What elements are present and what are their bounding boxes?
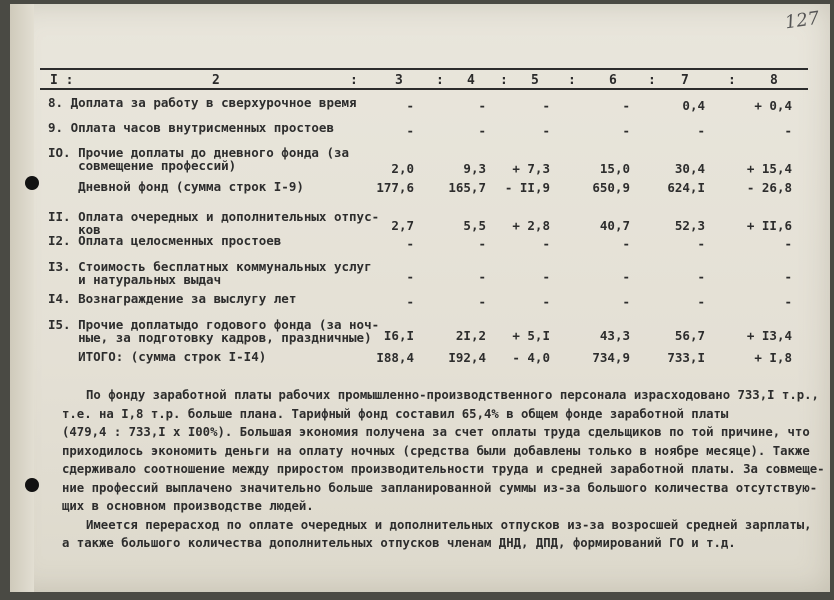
cell-col-6: - (622, 236, 630, 251)
cell-col-5: - (542, 236, 550, 251)
cell-col-3: - (406, 123, 414, 138)
cell-col-5: - (542, 269, 550, 284)
cell-col-6: 15,0 (599, 161, 630, 176)
row-label: IO. Прочие доплаты до дневного фонда (за совмещение профессий) (48, 145, 350, 173)
text-line: сдерживало соотношение между приростом производительности труда и средней заработной платы. За совмеще- (62, 462, 825, 476)
cell-col-7: - (697, 294, 705, 309)
cell-col-7: - (697, 236, 705, 251)
header-sep: : (500, 73, 508, 88)
cell-col-3: - (406, 236, 414, 251)
cell-col-3: I6,I (383, 328, 414, 343)
cell-col-7: - (697, 123, 705, 138)
cell-col-8: + 15,4 (746, 161, 792, 176)
cell-col-5: - 4,0 (512, 350, 550, 365)
cell-col-4: 165,7 (448, 180, 486, 195)
header-col-3: 3 (395, 73, 403, 88)
cell-col-8: + I3,4 (746, 328, 792, 343)
cell-col-8: + 0,4 (754, 98, 792, 113)
cell-col-5: - II,9 (504, 180, 550, 195)
text-line: щих в основном производстве людей. (62, 499, 314, 513)
table-top-rule (40, 68, 808, 70)
cell-col-7: 52,3 (674, 218, 705, 233)
cell-col-8: - 26,8 (746, 180, 792, 195)
cell-col-6: 650,9 (592, 180, 630, 195)
cell-col-6: - (622, 294, 630, 309)
cell-col-4: - (478, 269, 486, 284)
text-line: По фонду заработной платы рабочих промышленно-производственного персонала израсходовано 733,I т.р., (86, 388, 819, 402)
cell-col-4: - (478, 294, 486, 309)
cell-col-4: 2I,2 (455, 328, 486, 343)
cell-col-7: 30,4 (674, 161, 705, 176)
row-label: I3. Стоимость бесплатных коммунальных услуг и натуральных выдач (48, 259, 372, 287)
cell-col-5: + 2,8 (512, 218, 550, 233)
row-label: ИТОГО: (сумма строк I-I4) (48, 349, 267, 364)
cell-col-7: - (697, 269, 705, 284)
cell-col-7: 0,4 (682, 98, 705, 113)
cell-col-3: - (406, 269, 414, 284)
header-sep: : (436, 73, 444, 88)
cell-col-5: - (542, 294, 550, 309)
header-col-2: 2 (212, 73, 220, 88)
cell-col-6: 734,9 (592, 350, 630, 365)
cell-col-7: 624,I (667, 180, 705, 195)
cell-col-8: - (784, 123, 792, 138)
cell-col-4: 9,3 (463, 161, 486, 176)
cell-col-8: - (784, 269, 792, 284)
text-line: (479,4 : 733,I х I00%). Большая экономия получена за счет оплаты труда сдельщиков по той причине, что (62, 425, 810, 439)
text-line: т.е. на I,8 т.р. больше плана. Тарифный фонд составил 65,4% в общем фонде заработной платы (62, 406, 729, 421)
text-line: Имеется перерасход по оплате очередных и дополнительных отпусков из-за возросшей средней зарплаты, (86, 517, 812, 532)
page-number: 127 (783, 7, 821, 34)
row-label: I5. Прочие доплатыдо годового фонда (за ноч- ные, за подготовку кадров, праздничные) (48, 317, 380, 345)
text-line: а также большого количества дополнительных отпусков членам ДНД, ДПД, формирований ГО и т.д. (62, 536, 736, 550)
cell-col-6: 43,3 (599, 328, 630, 343)
cell-col-7: 56,7 (674, 328, 705, 343)
cell-col-3: - (406, 294, 414, 309)
cell-col-5: + 7,3 (512, 161, 550, 176)
cell-col-3: 2,0 (391, 161, 414, 176)
punch-hole (25, 176, 39, 190)
cell-col-6: - (622, 98, 630, 113)
binding-edge (10, 4, 34, 592)
cell-col-8: + II,6 (746, 218, 792, 233)
cell-col-3: - (406, 98, 414, 113)
cell-col-5: + 5,I (512, 328, 550, 343)
header-sep: : (568, 73, 576, 88)
cell-col-6: - (622, 123, 630, 138)
cell-col-6: - (622, 269, 630, 284)
header-sep: : (350, 73, 358, 88)
header-col-6: 6 (609, 73, 617, 88)
header-sep: : (728, 73, 736, 88)
header-col-8: 8 (770, 73, 778, 88)
cell-col-5: - (542, 123, 550, 138)
row-label: 8. Доплата за работу в сверхурочное время (48, 95, 357, 110)
text-line: приходилось экономить деньги на оплату ночных (средства были добавлены только в ноябре месяце). Также (62, 443, 810, 458)
cell-col-4: 5,5 (463, 218, 486, 233)
cell-col-3: 2,7 (391, 218, 414, 233)
row-label: II. Оплата очередных и дополнительных отпус- ков (48, 209, 380, 237)
row-label: I4. Вознаграждение за выслугу лет (48, 291, 297, 306)
cell-col-4: - (478, 236, 486, 251)
cell-col-3: 177,6 (376, 180, 414, 195)
header-rule (40, 88, 808, 90)
header-col-5: 5 (531, 73, 539, 88)
header-col-1: I : (50, 73, 74, 88)
row-label: Дневной фонд (сумма строк I-9) (48, 179, 304, 194)
text-paragraph (62, 386, 825, 553)
header-col-7: 7 (681, 73, 689, 88)
punch-hole (25, 478, 39, 492)
cell-col-6: 40,7 (599, 218, 630, 233)
row-label: 9. Оплата часов внутрисменных простоев (48, 120, 334, 135)
cell-col-8: + I,8 (754, 350, 792, 365)
cell-col-4: - (478, 98, 486, 113)
cell-col-4: - (478, 123, 486, 138)
cell-col-4: I92,4 (448, 350, 486, 365)
cell-col-7: 733,I (667, 350, 705, 365)
cell-col-3: I88,4 (376, 350, 414, 365)
header-col-4: 4 (467, 73, 475, 88)
cell-col-5: - (542, 98, 550, 113)
cell-col-8: - (784, 236, 792, 251)
row-label: I2. Оплата целосменных простоев (48, 233, 282, 248)
text-line: ние профессий выплачено значительно больше запланированной суммы из-за большого количества отсутствую- (62, 480, 818, 495)
cell-col-8: - (784, 294, 792, 309)
header-sep: : (648, 73, 656, 88)
